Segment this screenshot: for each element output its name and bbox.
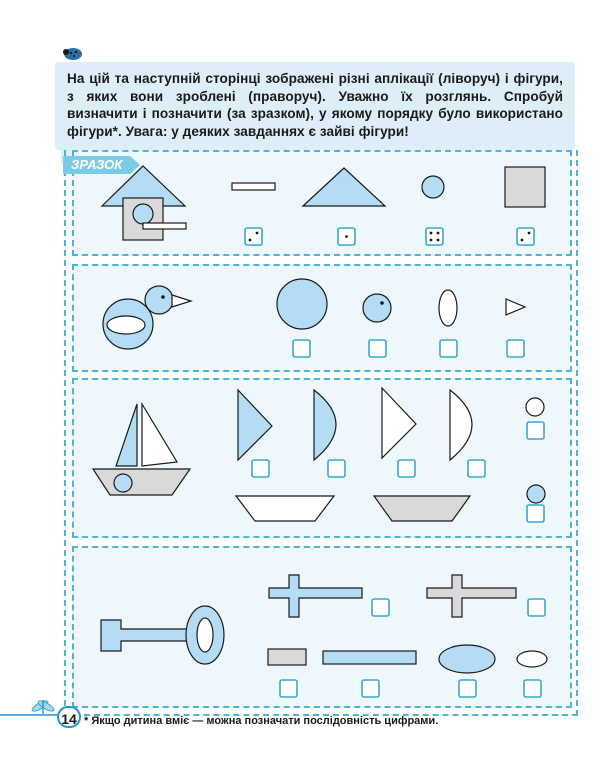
sample-house-appliqué: [102, 166, 186, 240]
boat-answer-box-3[interactable]: [398, 460, 415, 477]
boat-shape-gray-hull: [374, 496, 470, 521]
key-shape-blue-cross: [269, 575, 362, 617]
key-answer-box-4[interactable]: [362, 680, 379, 697]
boat-appliqué: [93, 404, 190, 495]
chick-answer-box-2[interactable]: [369, 340, 386, 357]
chick-shape-big-circle: [277, 279, 327, 329]
page-number: 14: [57, 706, 81, 728]
chick-answer-box-4[interactable]: [507, 340, 524, 357]
chick-shape-ellipse: [439, 290, 457, 326]
sample-dice-box-3: [426, 228, 443, 245]
boat-answer-box-5[interactable]: [527, 422, 544, 439]
boat-shape-blue-triangle: [238, 390, 272, 460]
sample-shape-triangle: [303, 168, 385, 206]
key-appliqué: [101, 606, 224, 664]
sample-label: ЗРАЗОК: [63, 156, 130, 174]
boat-shape-blue-sail: [314, 390, 336, 460]
chick-shape-small-triangle: [506, 299, 525, 315]
key-answer-box-1[interactable]: [372, 599, 389, 616]
chick-shape-small-circle: [363, 294, 391, 322]
boat-answer-box-4[interactable]: [468, 460, 485, 477]
boat-shape-white-hull: [236, 496, 334, 521]
boat-answer-box-2[interactable]: [328, 460, 345, 477]
dragonfly-icon: [31, 699, 56, 714]
sample-shape-square: [505, 167, 545, 207]
chick-answer-box-3[interactable]: [440, 340, 457, 357]
boat-shape-white-sail: [450, 390, 472, 460]
boat-shape-white-circle: [526, 398, 544, 416]
sample-dice-box-4: [517, 228, 534, 245]
footnote: * Якщо дитина вміє — можна позначати послідовність цифрами.: [84, 715, 439, 727]
key-shape-gray-cross: [427, 575, 516, 617]
boat-answer-box-1[interactable]: [252, 460, 269, 477]
key-shape-blue-long-rect: [323, 651, 416, 664]
key-answer-box-3[interactable]: [280, 680, 297, 697]
key-shape-white-ellipse: [517, 651, 547, 667]
boat-shape-white-triangle: [382, 388, 416, 458]
sample-dice-box-1: [245, 228, 262, 245]
sample-shape-bar: [232, 183, 275, 190]
key-answer-box-2[interactable]: [528, 599, 545, 616]
footer-line: [0, 714, 60, 716]
instruction-text: На цій та наступній сторінці зображені різні аплікації (ліворуч) і фігури, з яких вони зроблені (праворуч). Уважно їх розглянь. Спробуй визначити і позначити (за зразком), у якому порядку було використано фігури*. Увага: у деяких завданнях є зайві фігури!: [67, 71, 563, 139]
sample-shape-circle: [422, 176, 444, 198]
sample-dice-box-2: [338, 228, 355, 245]
key-answer-box-6[interactable]: [524, 680, 541, 697]
key-shape-blue-ellipse: [439, 645, 495, 673]
chick-answer-box-1[interactable]: [293, 340, 310, 357]
key-shape-gray-rect: [268, 649, 306, 665]
chick-appliqué: [103, 286, 191, 349]
key-answer-box-5[interactable]: [459, 680, 476, 697]
boat-answer-box-6[interactable]: [527, 505, 544, 522]
boat-shape-blue-circle: [527, 485, 545, 503]
